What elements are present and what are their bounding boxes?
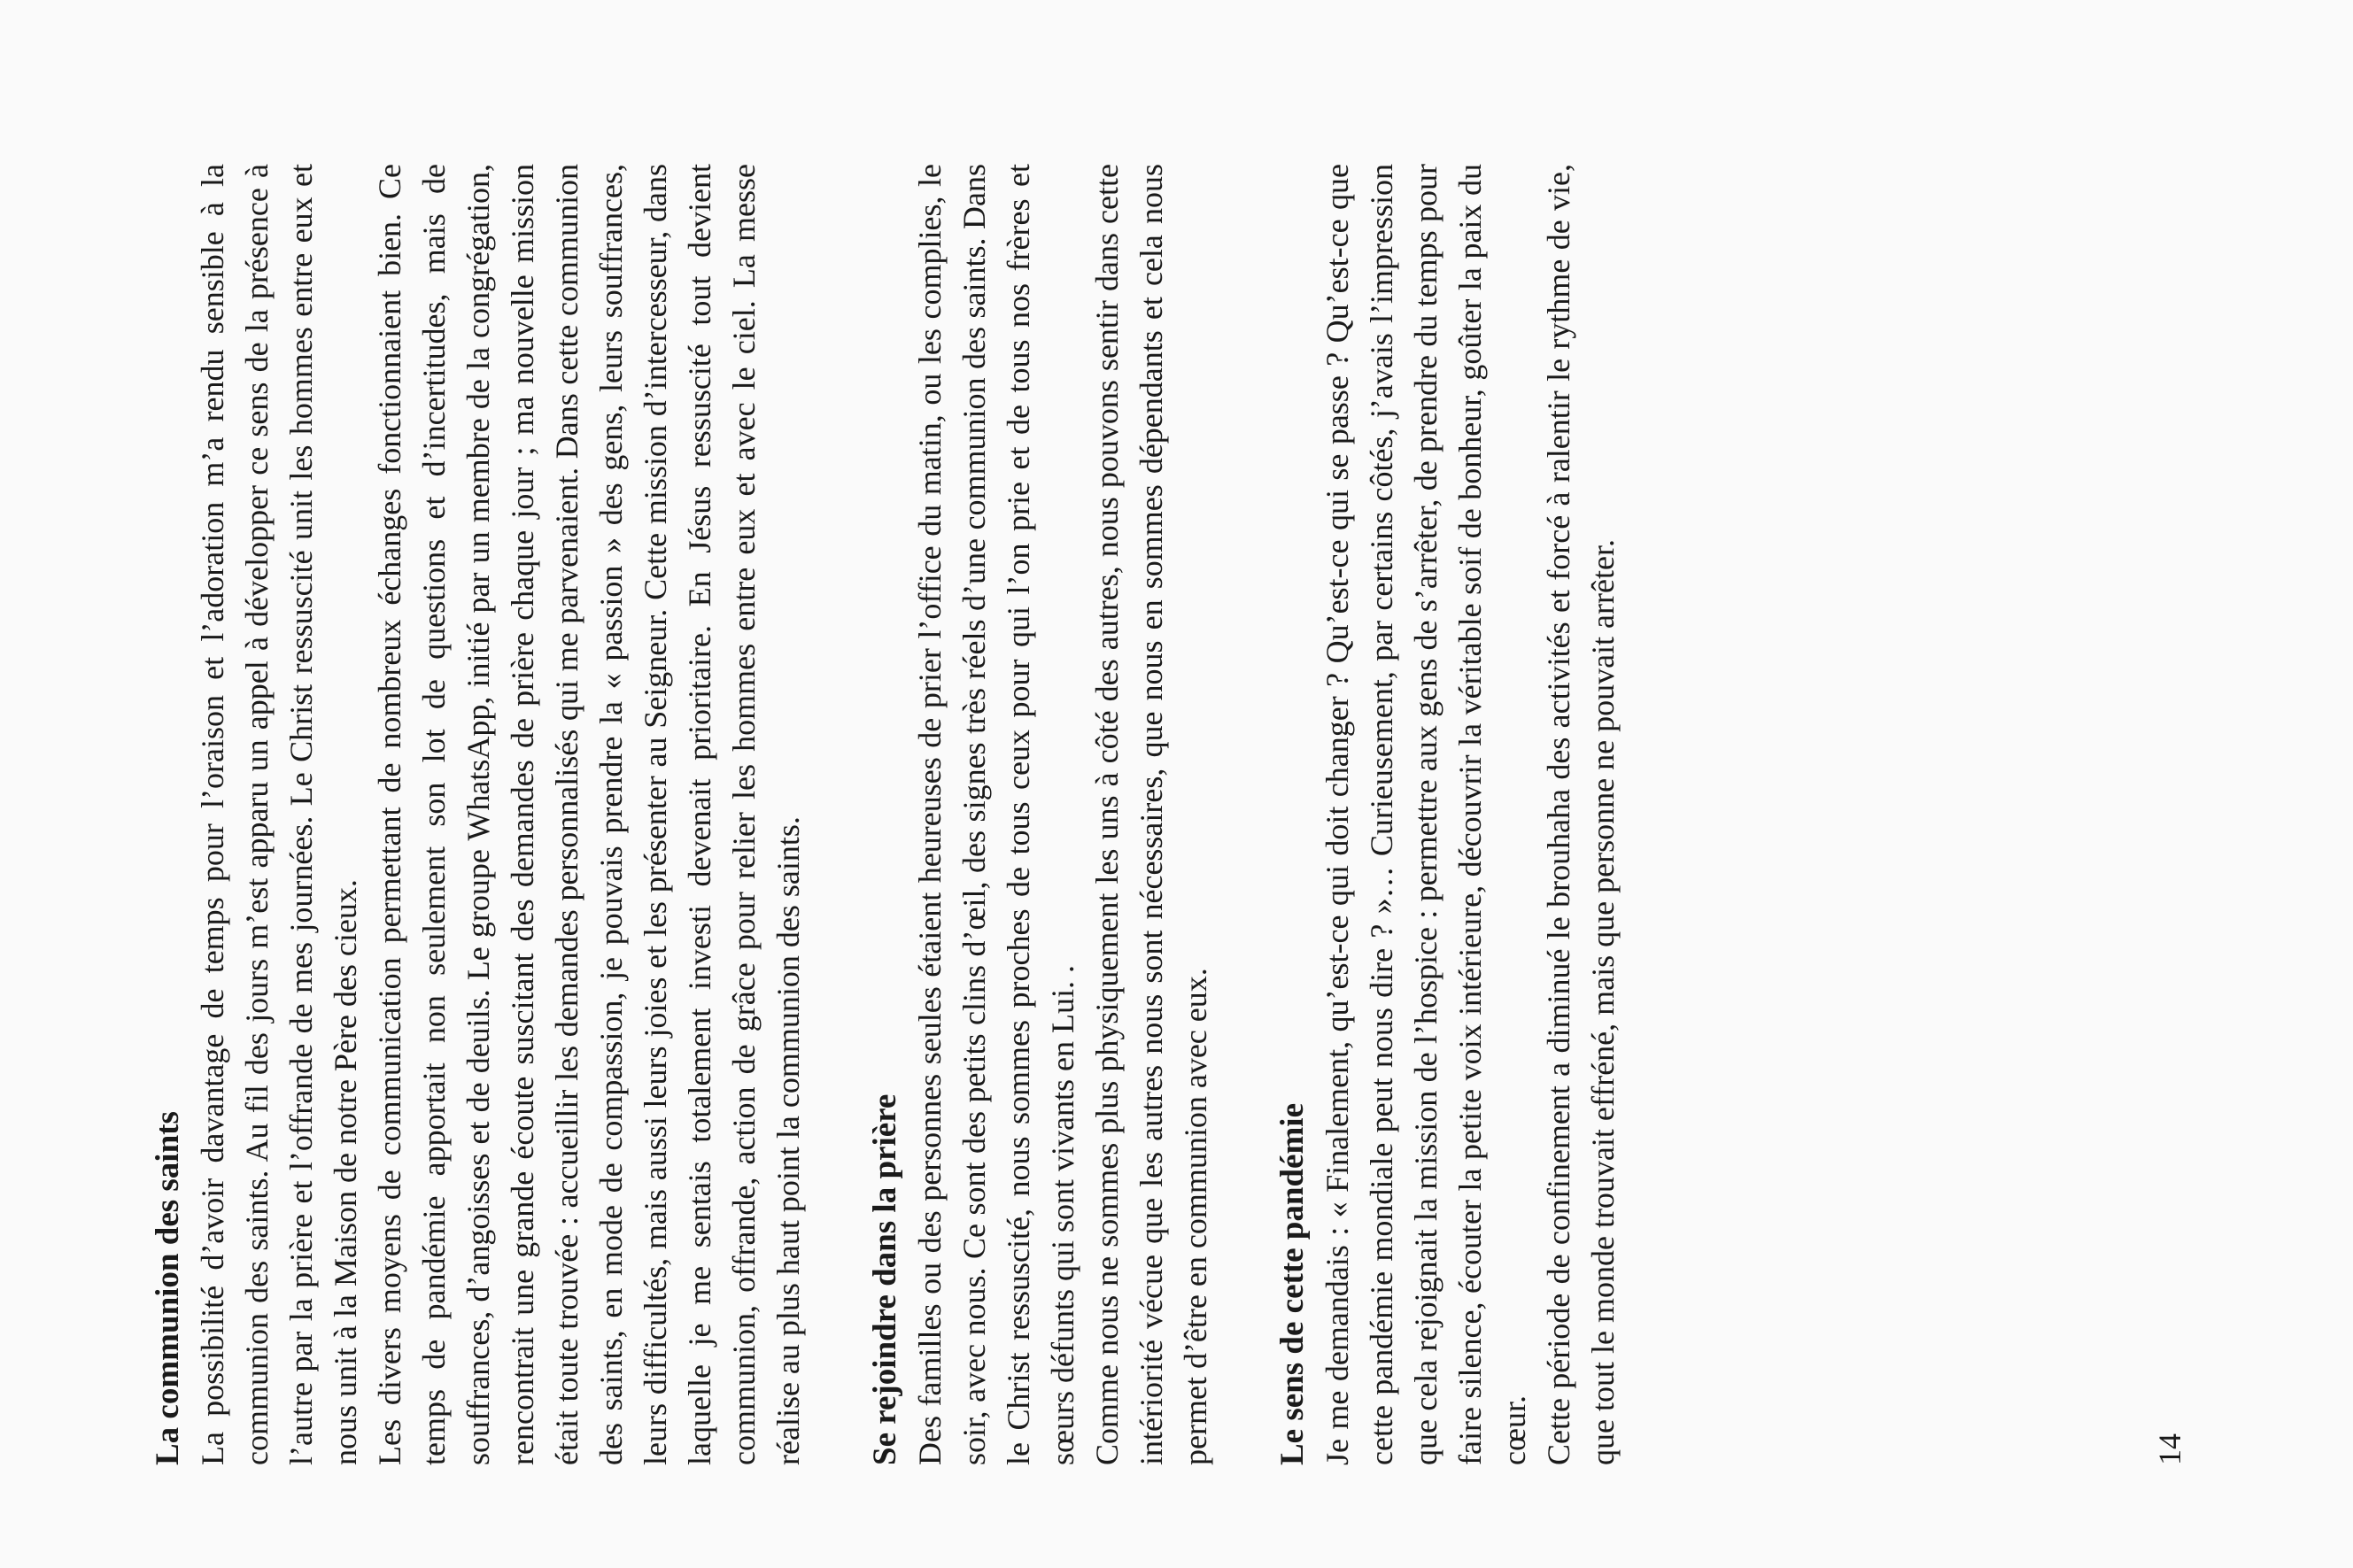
section-spacer (810, 164, 863, 1465)
section-communion-des-saints (146, 164, 810, 1465)
paragraph: La possibilité d’avoir davantage de temps pour l’oraison et l’adoration m’a rendu sensible à la communion des saints. Au fil des jours m’est apparu un appel à développer ce sens de la présence à l’autre par la prière et l’offrande de mes journées. Le Christ ressuscité unit les hommes entre eux et nous unit à la Maison de notre Père des cieux. (195, 164, 363, 1465)
paragraph: Les divers moyens de communication permettant de nombreux échanges fonctionnaient bien. Ce temps de pandémie apportait non seulement son lot de questions et d’incertitudes, mais de souffrances, d’angoisses et de deuils. Le groupe WhatsApp, initié par un membre de la congrégation, rencontrait une grande écoute suscitant des demandes de prière chaque jour ; ma nouvelle mission était toute trouvée : accueillir les demandes personnalisés qui me parvenaient. Dans cette communion des saints, en mode de compassion, je pouvais prendre la « passion » des gens, leurs souffrances, leurs difficultés, mais aussi leurs joies et les présenter au Seigneur. Cette mission d’intercesseur, dans laquelle je me sentais totalement investi devenait prioritaire. En Jésus ressuscité tout devient communion, offrande, action de grâce pour relier les hommes entre eux et avec le ciel. La messe réalise au plus haut point la communion des saints. (372, 164, 806, 1465)
paragraph: Des familles ou des personnes seules étaient heureuses de prier l’office du matin, ou les complies, le soir, avec nous. Ce sont des petits clins d’œil, des signes très réels d’une communion des saints. Dans le Christ ressuscité, nous sommes proches de tous ceux pour qui l’on prie et de tous nos frères et sœurs défunts qui sont vivants en Lui. . (912, 164, 1080, 1465)
rotated-text-block (146, 164, 1953, 1465)
paragraph: Je me demandais : « Finalement, qu’est-ce qui doit changer ? Qu’est-ce qui se passe ? Qu’est-ce que cette pandémie mondiale peut nous dire ? »… Curieusement, par certains côtés, j’avais l’impression que cela rejoignait la mission de l’hospice : permettre aux gens de s’arrêter, de prendre du temps pour faire silence, écouter la petite voix intérieure, découvrir la véritable soif de bonheur, goûter la paix du cœur. (1320, 164, 1532, 1465)
page-number: 14 (2152, 1433, 2187, 1465)
paragraph: Cette période de confinement a diminué le brouhaha des activités et forcé à ralentir le rythme de vie, que tout le monde trouvait effréné, mais que personne ne pouvait arrêter. (1541, 164, 1621, 1465)
section-spacer (1218, 164, 1271, 1465)
paragraph: Comme nous ne sommes plus physiquement les uns à côté des autres, nous pouvons sentir dans cette intériorité vécue que les autres nous sont nécessaires, que nous en sommes dépendants et cela nous permet d’être en communion avec eux. (1089, 164, 1213, 1465)
section-se-rejoindre (863, 164, 1218, 1465)
section-sens-pandemie (1271, 164, 1625, 1465)
section-heading: La communion des saints (150, 1111, 186, 1465)
section-heading: Le sens de cette pandémie (1274, 1103, 1311, 1465)
section-heading: Se rejoindre dans la prière (867, 1093, 903, 1465)
